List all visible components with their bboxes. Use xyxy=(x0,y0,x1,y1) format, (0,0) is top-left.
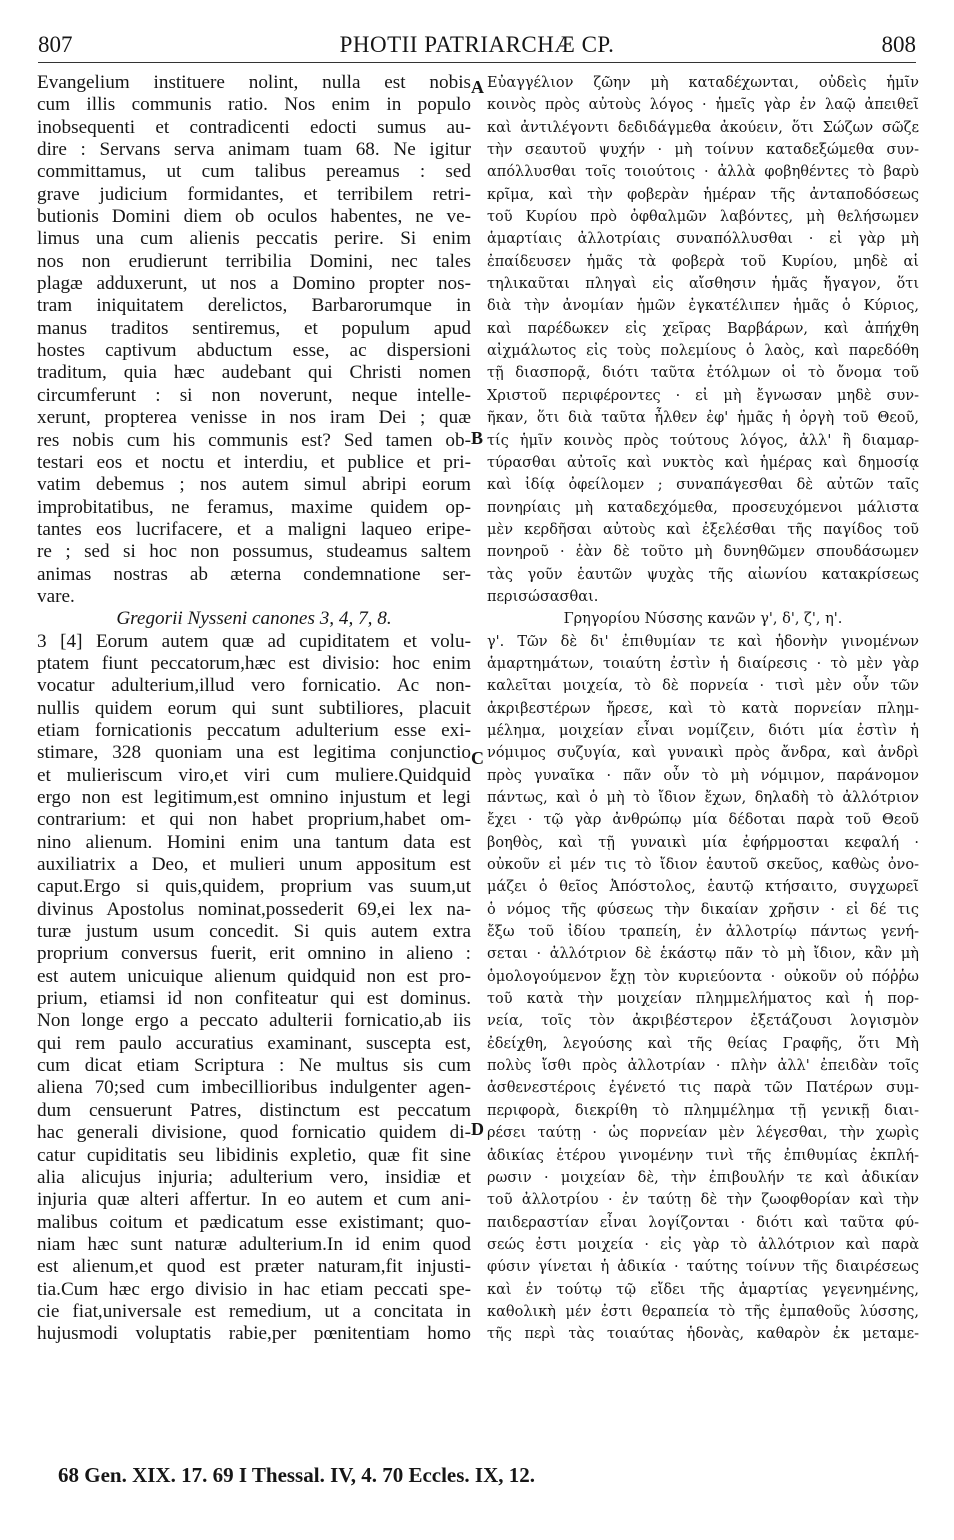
latin-text-line: improbitatibus, ne feramus, maxime quidem op- xyxy=(37,496,471,518)
latin-text-line: cie fiat,universale est remedium, ut a concitata in xyxy=(37,1300,471,1322)
greek-text-line: ῆκαν, ὅτι διὰ ταῦτα ἦλθεν ἐφ' ἡμᾶς ἡ ὀργὴ τοῦ Θεοῦ, xyxy=(487,410,919,427)
greek-text-line: απόλλυσθαι τοῖς τοιούτοις · ἀλλὰ φοβηθέντες τὸ βαρὺ xyxy=(487,164,919,181)
greek-text-line: τὴν σεαυτοῦ ψυχήν · μὴ τοίνυν καταδεξώμεθα συν- xyxy=(487,142,919,159)
greek-text-line: γ'. Τῶν δὲ δι' ἐπιθυμίαν τε καὶ ἡδονὴν γινομένων xyxy=(487,633,919,650)
latin-text-line: animas nostras ab æterna condemnatione ser- xyxy=(37,563,471,585)
latin-text-line: divinus Apostolus nominat,possederit 69,ei lex na- xyxy=(37,898,471,920)
latin-text-line: inobsequenti et contradicenti edocti sumus au- xyxy=(37,116,471,138)
page-number-right: 808 xyxy=(881,32,916,57)
greek-text-line: τοῦ ἀλλοτρίου · ἐν ταύτῃ δὲ τὴν ζωοφθορίαν καὶ τὴν xyxy=(487,1192,919,1209)
latin-text-line: res nobis cum his communis est? Sed tamen ob- xyxy=(37,429,471,451)
latin-text-line: Evangelium instituere nolint, nulla est nobis xyxy=(37,72,471,93)
greek-text-line: Εὐαγγέλιον ζῶην μὴ καταδέχωνται, οὐδεὶς ἡμῖν xyxy=(487,75,919,91)
latin-text-line: stimare, 328 quoniam una est legitima conjunctio xyxy=(37,742,471,764)
greek-text-line: νόμιμος συζυγία, καὶ γυναικὶ πρὸς ἄνδρα, καὶ ἀνδρὶ xyxy=(487,745,919,762)
greek-text-line: Γρηγορίου Νύσσης κανῶν γ', δ', ζ', η'. xyxy=(563,611,843,628)
greek-text-line: περιφορὰ, διεκρίθη τὸ πλημμέλημα τῇ γενικῇ διαι- xyxy=(487,1102,919,1119)
greek-column xyxy=(487,72,919,1346)
latin-text-line: butionis Domini diem ob oculos habentes, ne ve- xyxy=(37,206,471,228)
latin-text-line: 3 [4] Eorum autem quæ ad cupiditatem et volu- xyxy=(37,630,471,652)
greek-text-line: ἀκριβεστέρων ἤρεσε, καὶ τὸ κατὰ πορνείαν πλημ- xyxy=(487,700,919,717)
greek-text-line: καλεῖται μοιχεία, τὸ δὲ πορνεία · τισὶ μὲν οὖν τῶν xyxy=(487,678,919,695)
greek-text-line: καὶ ἰδίᾳ ὀφείλομεν ; συναπάγεσθαι δὲ αὐτῶν ταῖς xyxy=(487,477,919,494)
greek-text-line: πάντως, καὶ ὁ μὴ τὸ ἴδιον ἔχων, δηλαδὴ τὸ ἀλλότριον xyxy=(487,790,919,806)
latin-text-line: caput.Ergo si quis,quidem, proprium vas suum,ut xyxy=(37,876,471,898)
footnotes: 68 Gen. XIX. 17. 69 I Thessal. IV, 4. 70 Eccles. IX, 12. xyxy=(58,1463,536,1487)
greek-text-line: σεται · ἀλλότριον δὲ ἑκάστῳ πᾶν τὸ μὴ ἴδιον, κἂν μὴ xyxy=(487,946,919,963)
latin-text-line: vare. xyxy=(37,585,75,607)
latin-text-line: tantes eos lucrifacere, et a maligni laqueo eripe- xyxy=(37,518,471,540)
greek-text-line: ρωσιν · μοιχείαν δὲ, τὴν ἐπιβουλήν τε καὶ ἀδικίαν xyxy=(487,1169,919,1186)
greek-text-line: καὶ ἐν τούτῳ τῷ εἴδει τῆς ἁμαρτίας γεγενημένης, xyxy=(487,1281,919,1298)
greek-text-line: καθολικὴ μέν ἐστι θεραπεία τὸ τῆς ἐμπαθοῦς λύσσης, xyxy=(487,1303,919,1320)
greek-text-line: οὐκοῦν εἰ μέν τις τὸ ἴδιον ἑαυτοῦ σκεῦος, καθὼς ὀνο- xyxy=(487,857,919,874)
greek-text-line: ἁμαρτίαις ἀλλοτρίαις συναπόλλυσθαι · εἰ γὰρ μὴ xyxy=(487,231,919,248)
latin-text-line: testari eos et noctu et interdiu, et publice et pri- xyxy=(37,451,471,473)
greek-text-line: νεία, τοῖς τὸν ἀκριβέστερον ἐξετάζουσι λογισμὸν xyxy=(487,1013,919,1030)
greek-text-line: ρέσει ταύτῃ · ὡς πορνείαν μὲν λέγεσθαι, τὴν χωρὶς xyxy=(487,1125,919,1142)
greek-text-line: ἐδείχθη, λεγούσης καὶ τῆς θείας Γραφῆς, ὅτι Μὴ xyxy=(487,1035,919,1052)
section-marker-a: A xyxy=(471,77,484,97)
page-header xyxy=(38,28,916,62)
greek-text-line: ἀσθενεστέροις ἐγένετό τις παρὰ τῶν Πατέρων συμ- xyxy=(487,1080,919,1097)
latin-text-line: tram iniquitatem derelictos, Barbarorumque in xyxy=(37,295,471,317)
greek-text-line: ἔχει · τῷ γὰρ ἀνθρώπῳ μία δέδοται παρὰ τοῦ Θεοῦ xyxy=(487,812,919,829)
greek-text-line: ὁ νόμος τῆς φύσεως τὴν δικαίαν χρῆσιν · εἰ δέ τις xyxy=(487,901,919,918)
greek-text-line: αἰχμάλωτος εἰς τοὺς πολεμίους ὁ λαὸς, καὶ παρεδόθη xyxy=(487,343,919,360)
greek-text-line: τῇ διασπορᾷ, διότι ταῦτα ἐτόλμων οἱ τὸ ὄνομα τοῦ xyxy=(487,365,919,382)
greek-text-line: παιδεραστίαν εἶναι λογίζονται · διότι καὶ ταῦτα φύ- xyxy=(487,1214,919,1231)
latin-column xyxy=(37,72,471,1346)
latin-text-line: limus una cum alienis peccatis perire. Si enim xyxy=(37,228,471,250)
latin-text-line: malibus coitum et pædicatum esse existimant; quo- xyxy=(37,1211,471,1233)
greek-text-line: καὶ παρέδωκεν εἰς χεῖρας Βαρβάρων, καὶ ἀπήχθη xyxy=(487,320,919,337)
latin-text-line: cum dicat etiam Scriptura : Ne multus sis cum xyxy=(37,1055,471,1077)
greek-text-line: τύρασθαι αὐτοῖς καὶ νυκτὸς καὶ ἡμέρας καὶ δημοσίᾳ xyxy=(487,454,919,471)
latin-text-line: est autem unicuique alienum quidquid non est pro- xyxy=(37,965,471,987)
latin-text-line: turæ justum usum concedit. Si quis autem extra xyxy=(37,921,471,943)
latin-text-line: et mulieriscum viro,et viri cum muliere.Quidquid xyxy=(37,764,471,786)
section-marker-c: C xyxy=(471,748,484,768)
greek-text-line: μάζει ὁ θεῖος Ἀπόστολος, ἑαυτῷ κτήσαιτο, συγχωρεῖ xyxy=(487,879,919,896)
greek-text-line: κοινὸς πρὸς αὐτοὺς λόγος · ἡμεῖς γὰρ ἐν λαῷ ἀπειθεῖ xyxy=(487,97,919,114)
greek-text-line: τηλικαῦται πληγαὶ εἰς αἴσθησιν ἡμᾶς ἤγαγον, ὅτι xyxy=(487,276,919,293)
greek-text-line: περισώσασθαι. xyxy=(487,588,599,605)
greek-text-line: Χριστοῦ περιφέροντες · εἰ μὴ ἔγνωσαν μηδὲ συν- xyxy=(487,387,919,404)
greek-text-line: κρῖμα, καὶ τὴν φοβερὰν ἡμέραν τῆς ἀνταποδόσεως xyxy=(487,186,919,203)
latin-text-line: hostes captivum abductum esse, ac dispersioni xyxy=(37,340,471,362)
greek-text-line: τῆς περὶ τὰς τοιαύτας ἡδονὰς, καθαρὸν ἐκ μεταμε- xyxy=(487,1326,919,1343)
latin-text-line: injuria quæ alteri affertur. In eo autem et cum ani- xyxy=(37,1189,471,1211)
greek-text-line: πολὺς ἴσθι πρὸς ἀλλοτρίαν · πλὴν ἀλλ' ἐπειδὰν τοῖς xyxy=(487,1058,919,1075)
latin-text-line: vatim debemus ; nos autem simul abripi eorum xyxy=(37,474,471,496)
latin-text-line: grave judicium formidantes, et terribilem retri- xyxy=(37,183,471,205)
latin-text-line: alia alicujus injuria; adulterium vero, insidiæ et xyxy=(37,1166,471,1188)
latin-text-line: cum illis communis ratio. Nos enim in populo xyxy=(37,94,471,116)
page-number-left: 807 xyxy=(38,32,73,57)
greek-text-line: πονηροῦ · ἐὰν δὲ τοῦτο μὴ δυνηθῶμεν σπουδάσωμεν xyxy=(487,544,919,561)
greek-text-line: μέλημα, μοιχείαν εἶναι νομίζειν, διότι μία ἐστὶν ἡ xyxy=(487,722,919,739)
latin-text-line: contrarium: et qui non habet proprium,habet om- xyxy=(37,809,471,831)
greek-text-line: τὰς γοῦν ἑαυτῶν ψυχὰς τῆς αἰωνίου κατακρίσεως xyxy=(487,566,919,583)
latin-text-line: manus traditos sentiremus, et populum apud xyxy=(37,317,471,339)
greek-text-line: πρὸς γυναῖκα · πᾶν οὖν τὸ μὴ νόμιμον, παράνομον xyxy=(487,767,919,784)
latin-text-line: traditum, quia hæc audebant qui Christi nomen xyxy=(37,362,471,384)
latin-text-line: niam hæc sunt naturæ adulterium.In id enim quod xyxy=(37,1233,471,1255)
latin-text-line: circumferunt : si non noverunt, neque intelle- xyxy=(37,384,471,406)
latin-text-line: dire : Servans serva animam tuam 68. Ne igitur xyxy=(37,139,471,161)
latin-text-line: auxiliatrix a Deo, et mulieri unum appositum est xyxy=(37,854,471,876)
latin-text-line: aliena 70;sed cum imbecillioribus indulgenter agen- xyxy=(37,1077,471,1099)
running-title: PHOTII PATRIARCHÆ CP. xyxy=(339,32,615,57)
latin-text-line: ergo non est legitimum,est omnino injustum et legi xyxy=(37,787,471,808)
latin-text-line: vocatur adulterium,illud vero fornicatio. Ac non- xyxy=(37,675,471,697)
section-marker-b: B xyxy=(471,428,484,448)
section-marker-d: D xyxy=(471,1119,484,1139)
latin-text-line: nullis quidem eorum qui sunt subtiliores, placuit xyxy=(37,697,471,719)
greek-text-line: τοῦ Κυρίου πρὸ ὀφθαλμῶν λαβόντες, μὴ θελήσωμεν xyxy=(487,209,919,226)
greek-text-line: βοηθὸς, καὶ τῇ γυναικὶ μία ἐφήρμοσται κεφαλή · xyxy=(487,834,919,851)
greek-text-line: καὶ ἀντιλέγοντι δεδιδάγμεθα ἀκούειν, ὅτι Σώζων σῶζε xyxy=(487,119,919,136)
greek-text-line: ἔξω τοῦ ἰδίου τραπείη, ἐν ἀλλοτρίῳ πάντως γενή- xyxy=(487,924,919,941)
greek-text-line: ὁμολογούμενον ἔχῃ τὸν κυριεύοντα · οὐκοῦν οὐ πόῤῥω xyxy=(487,968,919,985)
latin-text-line: est alienum,et quod est præter naturam,fit injusti- xyxy=(37,1256,471,1278)
latin-text-line: ptatem fiunt peccatorum,hæc est divisio: hoc enim xyxy=(37,652,471,674)
latin-text-line: qui rem paulo accuratius examinant, suscepta est, xyxy=(37,1032,471,1054)
greek-text-line: σεώς ἐστι μοιχεία · εἰς γὰρ τὸ ἀλλότριον καὶ παρὰ xyxy=(487,1236,919,1253)
latin-text-line: catur cupiditatis seu libidinis expletio, quæ fit sine xyxy=(37,1144,471,1166)
latin-text-line: nos non erudierunt terribilia Domini, nec tales xyxy=(37,250,471,272)
latin-text-line: hac generali divisione, quod fornicatio quidem di- xyxy=(37,1122,471,1144)
latin-text-line: tia.Cum hæc ergo divisio in hac etiam peccati spe- xyxy=(37,1278,471,1300)
latin-text-line: Non longe ergo a peccato adulterii fornicatio,ab iis xyxy=(37,1010,471,1032)
latin-text-line: Gregorii Nysseni canones 3, 4, 7, 8. xyxy=(116,608,392,630)
latin-text-line: proprium conversus fuerit, erit omnino in alieno : xyxy=(37,943,471,965)
latin-text-line: dum censuerunt Patres, distinctum est peccatum xyxy=(37,1099,471,1121)
latin-text-line: committamus, ut cum talibus pereamus : sed xyxy=(37,161,471,183)
greek-text-line: ἁμαρτημάτων, τοιαύτη ἐστὶν ἡ διαίρεσις · τὸ μὲν γὰρ xyxy=(487,655,919,672)
latin-text-line: prium, etiamsi id non confiteatur qui est dominus. xyxy=(37,988,471,1010)
greek-text-line: φύσιν γίνεται ἡ ἀδικία · ταύτης τοίνυν τῆς διαιρέσεως xyxy=(487,1259,919,1276)
latin-text-line: hujusmodi voluptatis rabie,per pœnitentiam homo xyxy=(37,1323,471,1345)
latin-text-line: plagæ adduxerunt, ut nos a Domino propter nos- xyxy=(37,273,471,295)
latin-text-line: nino alienum. Homini enim una tantum data est xyxy=(37,831,471,853)
latin-text-line: etiam fornicationis peccatum adulterium esse exi- xyxy=(37,719,471,741)
greek-text-line: διὰ τὴν ἀνομίαν ἡμῶν ἐγκατέλιπεν ἡμᾶς ὁ Κύριος, xyxy=(487,298,919,315)
greek-text-line: ἀδικίας ἑτέρου γινομένην τινὶ τῆς ἐπιθυμίας ἐκπλή- xyxy=(487,1147,919,1164)
greek-text-line: τοῦ κατὰ τὴν μοιχείαν πλημμελήματος καὶ ἡ πορ- xyxy=(487,991,919,1008)
greek-text-line: μὲν κερδῆσαι αὐτοὺς καὶ ἐξελέσθαι τῆς παγίδος τοῦ xyxy=(487,521,919,538)
latin-text-line: xerunt, propterea venisse in nos iram Dei ; quæ xyxy=(37,407,471,429)
greek-text-line: πονηρίαις μὴ καταδεχόμεθα, προσευχόμενοι μάλιστα xyxy=(487,499,919,516)
greek-text-line: ἐπαίδευσεν ἡμᾶς τὰ φοβερὰ τοῦ Κυρίου, μηδὲ αἱ xyxy=(487,253,919,270)
greek-text-line: τίς ἡμῖν κοινὸς πρὸς τούτους λόγος, ἀλλ' ἢ διαμαρ- xyxy=(487,432,919,449)
latin-text-line: re ; sed si hoc non possumus, studeamus saltem xyxy=(37,541,471,563)
header-rule xyxy=(38,62,916,63)
